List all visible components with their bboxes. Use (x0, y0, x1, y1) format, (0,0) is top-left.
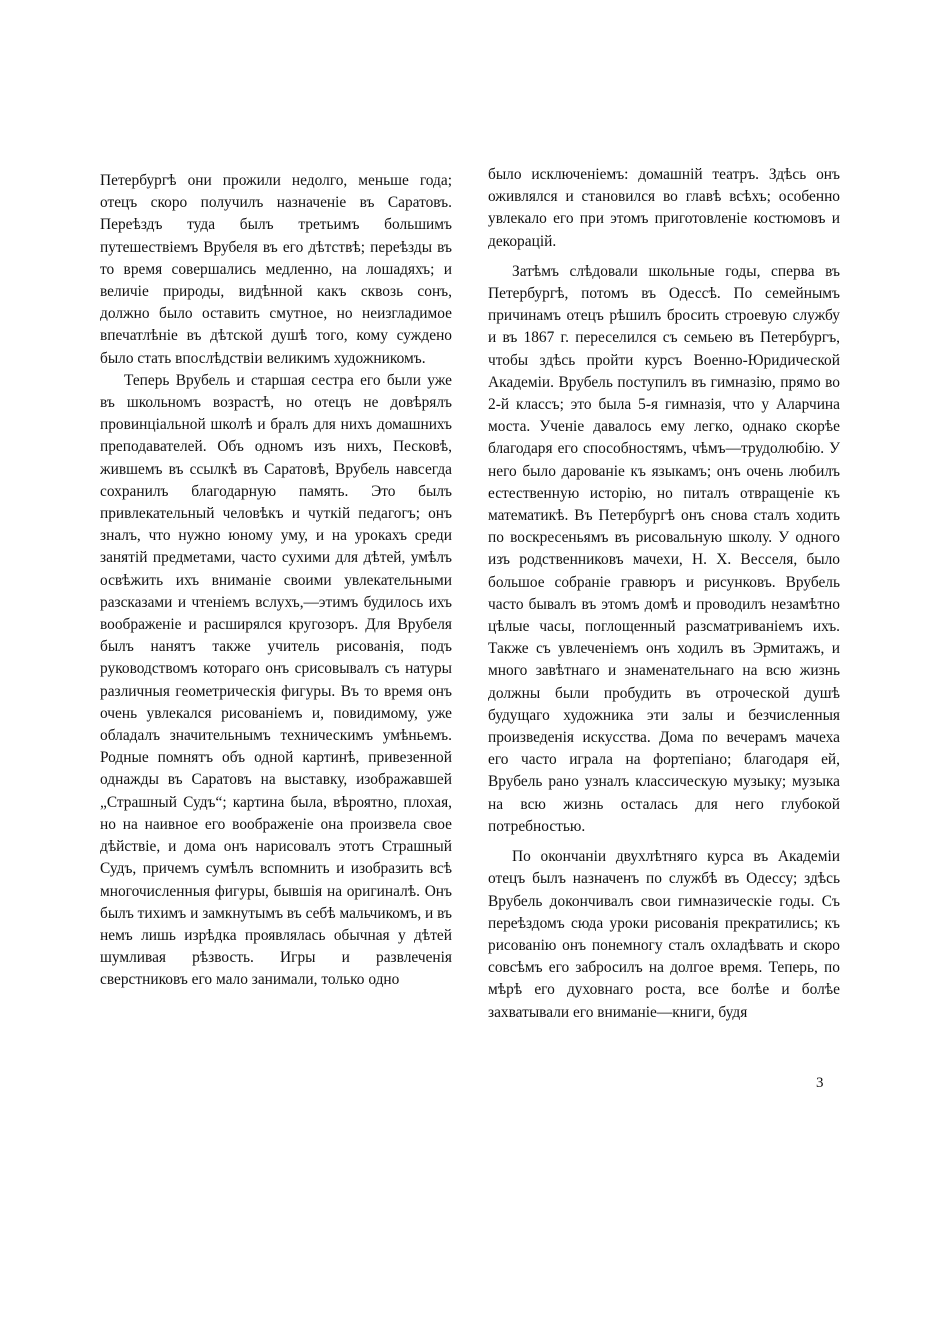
right-text-column (488, 164, 840, 1024)
paragraph: По окончаніи двухлѣтняго курса въ Академіи отецъ былъ назначенъ по службѣ въ Одессу; здѣсь Врубель докончивалъ свои гимназическіе годы. Съ переѣздомъ сюда уроки рисованія прекратились; къ рисованію онъ понемногу сталъ охладѣвать и скоро совсѣмъ его забросилъ на долгое время. Теперь, по мѣрѣ его духовнаго роста, все болѣе и болѣе захватывали его вниманіе—книги, будя (488, 848, 840, 1021)
left-text-column (100, 170, 452, 992)
paragraph: Петербургѣ они прожили недолго, меньше года; отецъ скоро получилъ назначеніе въ Саратовъ. Переѣздъ туда былъ третьимъ большимъ путешествіемъ Врубеля въ его дѣтствѣ; переѣзды въ то время совершались медленно, на лошадяхъ; и величіе природы, видѣнной какъ сквозь сонъ, должно было оставить смутное, но неизгладимое впечатлѣніе въ дѣтской душѣ того, кому суждено было стать впослѣдствіи великимъ художникомъ. (100, 172, 452, 367)
paragraph: было исключеніемъ: домашній театръ. Здѣсь онъ оживлялся и становился во главѣ всѣхъ; особенно увлекало его при этомъ приготовленіе костюмовъ и декорацій. (488, 166, 840, 250)
paragraph: Теперь Врубель и старшая сестра его были уже въ школьномъ возрастѣ, но отецъ не довѣрялъ провинціальной школѣ и бралъ для нихъ домашнихъ преподавателей. Объ одномъ изъ нихъ, Песковѣ, жившемъ въ ссылкѣ въ Саратовѣ, Врубель навсегда сохранилъ благодарную память. Это былъ привлекательный человѣкъ и чуткій педагогъ; онъ зналъ, что нужно юному уму, и на урокахъ среди занятій предметами, часто сухими для дѣтей, умѣлъ освѣжить ихъ вниманіе своими увлекательными разсказами и чтеніемъ вслухъ,—этимъ будилось ихъ воображеніе и расширялся кругозоръ. Для Врубеля былъ нанятъ также учитель рисованія, подъ руководствомъ котораго онъ срисовывалъ съ натуры различныя геометрическія фигуры. Въ то время онъ очень увлекался рисованіемъ и, повидимому, уже обладалъ значительнымъ техническимъ умѣньемъ. Родные помнятъ объ одной картинѣ, привезенной однажды въ Саратовъ на выставку, изображавшей „Страшный Судъ“; картина была, вѣроятно, плохая, но на наивное его воображеніе она произвела свое дѣйствіе, и дома онъ нарисовалъ этотъ Страшный Судъ, причемъ сумѣлъ вспомнить и изобразить всѣ многочисленныя фигуры, бывшія на оригиналѣ. Онъ былъ тихимъ и замкнутымъ въ себѣ мальчикомъ, и въ немъ лишь изрѣдка проявлялась обычная у дѣтей шумливая рѣзвость. Игры и развлеченія сверстниковъ его мало занимали, только одно (100, 371, 452, 989)
page-number: 3 (816, 1075, 824, 1091)
paragraph: Затѣмъ слѣдовали школьные годы, сперва въ Петербургѣ, потомъ въ Одессѣ. По семейнымъ причинамъ отецъ рѣшилъ бросить строевую службу и въ 1867 г. переселился съ семьею въ Петербургъ, чтобы здѣсь пройти курсъ Военно-Юридической Академіи. Врубель поступилъ въ гимназію, прямо во 2-й классъ; это была 5-я гимназія, что у Аларчина моста. Ученіе давалось ему легко, однако скорѣе благодаря его способностямъ, чѣмъ—трудолюбію. У него было дарованіе къ языкамъ; онъ очень любилъ естественную исторію, но питалъ отвращеніе къ математикѣ. Въ Петербургѣ онъ снова сталъ ходить по воскресеньямъ въ рисовальную школу. У одного изъ родственниковъ мачехи, Н. Х. Весселя, было большое собраніе гравюръ и рисунковъ. Врубель часто бывалъ въ этомъ домѣ и проводилъ незамѣтно цѣлые часы, поглощенный разсматриваніемъ ихъ. Также съ увлеченіемъ онъ ходилъ въ Эрмитажъ, и много завѣтнаго и знаменательнаго на всю жизнь должны были пробудить въ отроческой душѣ будущаго художника эти залы и безчисленныя произведенія искусства. Дома по вечерамъ мачеха его часто играла на фортепіано; благодаря ей, Врубель рано узналъ классическую музыку; музыка на всю жизнь осталась для него глубокой потребностью. (488, 262, 840, 835)
